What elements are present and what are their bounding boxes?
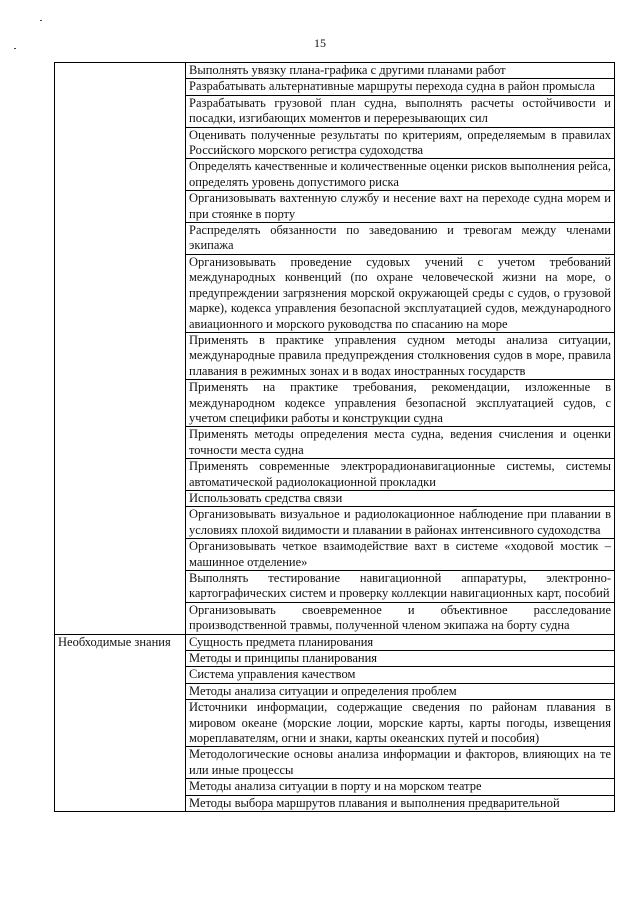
skill-item: Разрабатывать грузовой план судна, выполнять расчеты остойчивости и посадки, изгибающих моментов и перерезывающих сил — [186, 95, 615, 127]
skill-item: Разрабатывать альтернативные маршруты перехода судна в район промысла — [186, 79, 615, 95]
skill-item: Распределять обязанности по заведованию и тревогам между членами экипажа — [186, 223, 615, 255]
skill-item: Определять качественные и количественные оценки рисков выполнения рейса, определять уровень допустимого риска — [186, 159, 615, 191]
skill-item: Выполнять увязку плана-графика с другими планами работ — [186, 63, 615, 79]
knowledge-item: Методы выбора маршрутов плавания и выполнения предварительной — [186, 795, 615, 811]
skill-item: Выполнять тестирование навигационной аппаратуры, электронно-картографических систем и проверку коллекции навигационных карт, пособий — [186, 571, 615, 603]
knowledge-item: Сущность предмета планирования — [186, 634, 615, 650]
skill-item: Организовывать четкое взаимодействие вахт в системе «ходовой мостик – машинное отделение» — [186, 539, 615, 571]
knowledge-item: Источники информации, содержащие сведения по районам плавания в мировом океане (морские лоции, морские карты, карты погоды, извещения мореплавателям, огни и знаки, карты океанских путей и пособия) — [186, 700, 615, 747]
skill-item: Использовать средства связи — [186, 490, 615, 506]
knowledge-item: Методы анализа ситуации в порту и на морском театре — [186, 779, 615, 795]
skill-item: Применять методы определения места судна, ведения счисления и оценки точности места судна — [186, 427, 615, 459]
scan-mark-top — [40, 20, 42, 21]
skill-item: Применять на практике требования, рекомендации, изложенные в международном кодексе управления безопасной эксплуатацией судов, с учетом специфики работы и конструкции судна — [186, 380, 615, 427]
competency-table — [54, 62, 615, 812]
skills-label-cell — [55, 63, 186, 635]
skill-item: Организовывать вахтенную службу и несение вахт на переходе судна морем и при стоянке в порту — [186, 191, 615, 223]
skill-item: Оценивать полученные результаты по критериям, определяемым в правилах Российского морского регистра судоходства — [186, 127, 615, 159]
knowledge-item: Методы и принципы планирования — [186, 651, 615, 667]
knowledge-item: Методологические основы анализа информации и факторов, влияющих на те или иные процессы — [186, 747, 615, 779]
skill-item: Применять современные электрорадионавигационные системы, системы автоматической радиолокационной прокладки — [186, 459, 615, 491]
knowledge-item: Система управления качеством — [186, 667, 615, 683]
skill-item: Организовывать своевременное и объективное расследование производственной травмы, полученной членом экипажа на борту судна — [186, 602, 615, 634]
skill-item: Применять в практике управления судном методы анализа ситуации, международные правила предупреждения столкновения судов в море, правила плавания в режимных зонах и в водах иностранных государств — [186, 332, 615, 379]
knowledge-label: Необходимые знания — [55, 634, 186, 811]
skill-item: Организовывать визуальное и радиолокационное наблюдение при плавании в условиях плохой видимости и плавании в районах интенсивного судоходства — [186, 507, 615, 539]
knowledge-item: Методы анализа ситуации и определения проблем — [186, 683, 615, 699]
skill-item: Организовывать проведение судовых учений с учетом требований международных конвенций (по охране человеческой жизни на море, о предупреждении загрязнения морской окружающей среды с судов, о грузовой марке), кодекса управления безопасной эксплуатацией судов, международного авиационного и морского руководства по спасанию на море — [186, 254, 615, 332]
page-number: 15 — [314, 36, 326, 50]
table-row — [55, 634, 615, 650]
table-row — [55, 63, 615, 79]
